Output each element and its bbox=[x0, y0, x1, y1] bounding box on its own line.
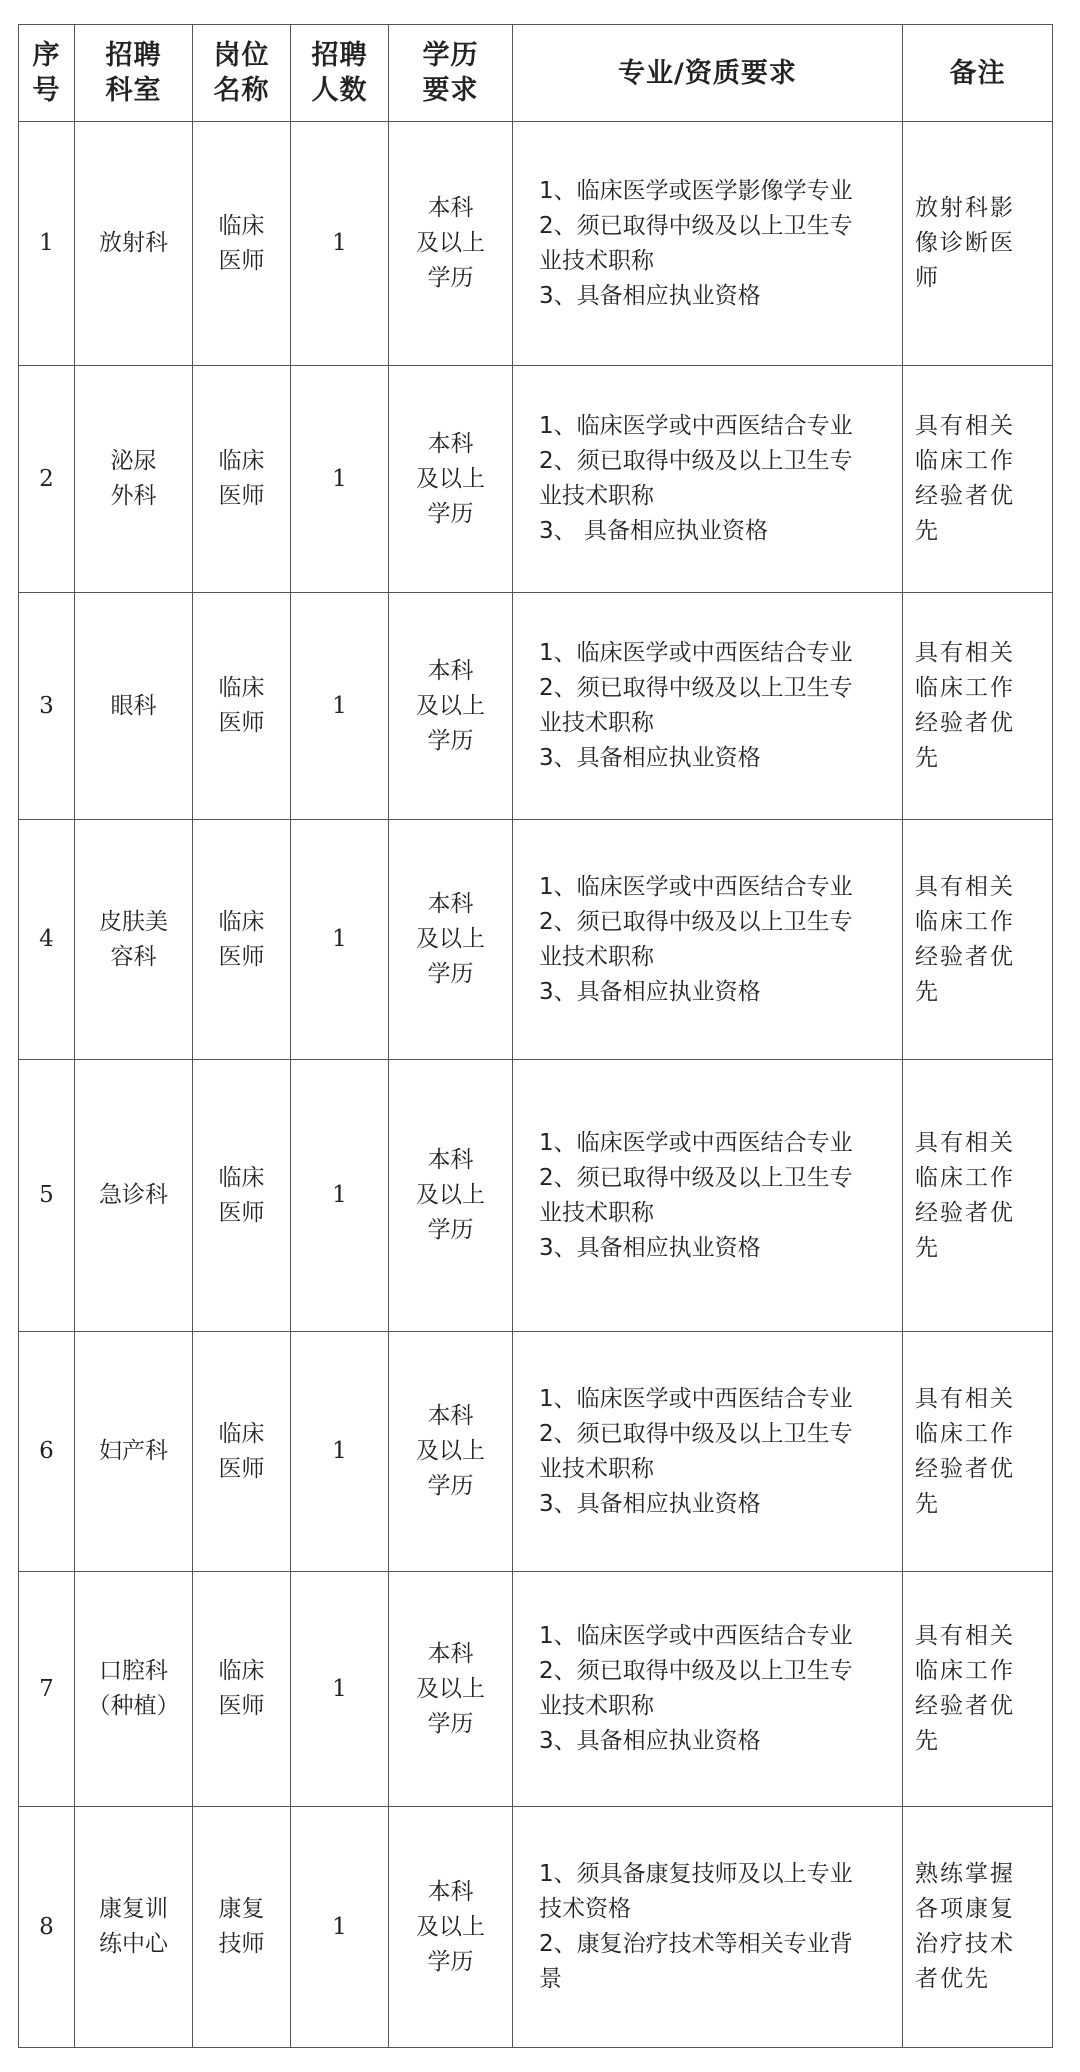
cell-position bbox=[193, 820, 291, 1060]
cell-note-line: 经验者优 bbox=[915, 943, 1015, 970]
table-row bbox=[19, 1060, 1053, 1332]
cell-education-line: 学历 bbox=[427, 1948, 474, 1975]
cell-note-line: 经验者优 bbox=[915, 710, 1015, 736]
cell-education-line: 学历 bbox=[427, 961, 474, 987]
header-requirements bbox=[513, 25, 903, 122]
cell-dept-line: 妇产科 bbox=[99, 1438, 168, 1464]
cell-note-line: 具有相关 bbox=[915, 873, 1015, 900]
cell-requirements-line: 1、须具备康复技师及以上专业 bbox=[539, 1861, 853, 1887]
cell-seq: 8 bbox=[19, 1807, 75, 2048]
cell-count: 1 bbox=[291, 1807, 389, 2048]
cell-requirements-line: 3、具备相应执业资格 bbox=[539, 282, 761, 309]
cell-education-line: 及以上 bbox=[416, 1438, 485, 1464]
cell-note-line: 临床工作 bbox=[915, 675, 1015, 701]
cell-seq: 1 bbox=[19, 122, 75, 366]
cell-note-line: 师 bbox=[915, 265, 940, 291]
header-education-line: 学历 bbox=[422, 40, 479, 71]
cell-position-line: 临床 bbox=[218, 448, 265, 474]
cell-note-line: 临床工作 bbox=[915, 1164, 1015, 1191]
cell-dept-line: 容科 bbox=[110, 943, 157, 970]
cell-requirements-line: 3、具备相应执业资格 bbox=[539, 1490, 761, 1517]
cell-seq: 6 bbox=[19, 1332, 75, 1572]
cell-requirements-line: 2、须已取得中级及以上卫生专 bbox=[539, 1658, 853, 1684]
cell-count: 1 bbox=[291, 366, 389, 593]
cell-dept bbox=[75, 122, 193, 366]
cell-education bbox=[389, 593, 513, 820]
cell-position-line: 临床 bbox=[218, 1658, 265, 1684]
cell-note-line: 经验者优 bbox=[915, 483, 1015, 509]
cell-note bbox=[903, 593, 1053, 820]
cell-requirements bbox=[513, 122, 903, 366]
cell-dept bbox=[75, 820, 193, 1060]
cell-count: 1 bbox=[291, 1332, 389, 1572]
cell-position-line: 医师 bbox=[218, 1199, 265, 1226]
cell-note bbox=[903, 1572, 1053, 1807]
cell-requirements bbox=[513, 366, 903, 593]
cell-education-line: 及以上 bbox=[416, 465, 485, 492]
table-row bbox=[19, 1572, 1053, 1807]
cell-education-line: 本科 bbox=[427, 430, 474, 457]
cell-requirements-line: 2、须已取得中级及以上卫生专 bbox=[539, 448, 853, 474]
cell-education-line: 本科 bbox=[427, 657, 474, 684]
cell-position bbox=[193, 122, 291, 366]
cell-education-line: 及以上 bbox=[416, 1675, 485, 1702]
cell-requirements-line: 业技术职称 bbox=[539, 1693, 654, 1719]
cell-requirements-line: 1、临床医学或中西医结合专业 bbox=[539, 413, 853, 439]
table-row bbox=[19, 366, 1053, 593]
cell-requirements-line: 2、须已取得中级及以上卫生专 bbox=[539, 1164, 853, 1191]
cell-note-line: 具有相关 bbox=[915, 1623, 1015, 1649]
cell-position bbox=[193, 1060, 291, 1332]
header-count-line: 人数 bbox=[311, 75, 368, 106]
cell-requirements bbox=[513, 1332, 903, 1572]
header-count bbox=[291, 25, 389, 122]
cell-position bbox=[193, 593, 291, 820]
cell-requirements-line: 2、须已取得中级及以上卫生专 bbox=[539, 675, 853, 701]
cell-position-line: 临床 bbox=[218, 1164, 265, 1191]
cell-dept bbox=[75, 1572, 193, 1807]
cell-position-line: 医师 bbox=[218, 1693, 265, 1719]
table-row bbox=[19, 1807, 1053, 2048]
cell-position bbox=[193, 1572, 291, 1807]
cell-education bbox=[389, 1332, 513, 1572]
cell-education-line: 学历 bbox=[427, 1217, 474, 1243]
cell-education-line: 学历 bbox=[427, 1710, 474, 1737]
cell-requirements-line: 1、临床医学或中西医结合专业 bbox=[539, 873, 853, 900]
cell-requirements-line: 1、临床医学或中西医结合专业 bbox=[539, 640, 853, 666]
cell-note-line: 先 bbox=[915, 978, 940, 1005]
cell-requirements-line: 2、须已取得中级及以上卫生专 bbox=[539, 908, 853, 935]
cell-count: 1 bbox=[291, 820, 389, 1060]
cell-dept-line: 口腔科 bbox=[99, 1658, 168, 1684]
header-seq-line: 号 bbox=[32, 75, 61, 106]
header-dept bbox=[75, 25, 193, 122]
cell-education-line: 学历 bbox=[427, 265, 474, 291]
cell-education-line: 及以上 bbox=[416, 692, 485, 719]
cell-dept bbox=[75, 1332, 193, 1572]
cell-position bbox=[193, 1807, 291, 2048]
header-note-line: 备注 bbox=[949, 57, 1006, 89]
cell-education-line: 及以上 bbox=[416, 1182, 485, 1208]
cell-note bbox=[903, 366, 1053, 593]
cell-dept bbox=[75, 593, 193, 820]
cell-requirements-line: 1、临床医学或中西医结合专业 bbox=[539, 1129, 853, 1156]
header-position bbox=[193, 25, 291, 122]
cell-education-line: 及以上 bbox=[416, 1913, 485, 1940]
cell-dept bbox=[75, 1807, 193, 2048]
cell-count: 1 bbox=[291, 593, 389, 820]
header-note bbox=[903, 25, 1053, 122]
cell-note bbox=[903, 122, 1053, 366]
cell-note-line: 熟练掌握 bbox=[915, 1861, 1015, 1887]
cell-dept-line: 眼科 bbox=[110, 692, 157, 719]
cell-note-line: 先 bbox=[915, 1234, 940, 1261]
cell-position-line: 临床 bbox=[218, 908, 265, 935]
cell-education-line: 及以上 bbox=[416, 230, 485, 256]
cell-requirements bbox=[513, 1060, 903, 1332]
cell-note-line: 先 bbox=[915, 745, 940, 771]
cell-note bbox=[903, 1807, 1053, 2048]
header-dept-line: 科室 bbox=[105, 75, 162, 106]
cell-position-line: 临床 bbox=[218, 1420, 265, 1447]
cell-note-line: 经验者优 bbox=[915, 1455, 1015, 1482]
cell-requirements-line: 业技术职称 bbox=[539, 1455, 654, 1482]
cell-note-line: 经验者优 bbox=[915, 1693, 1015, 1719]
cell-note-line: 像诊断医 bbox=[915, 230, 1015, 256]
cell-dept-line: 放射科 bbox=[99, 230, 168, 256]
cell-note bbox=[903, 820, 1053, 1060]
header-seq-line: 序 bbox=[32, 40, 61, 71]
cell-note-line: 各项康复 bbox=[915, 1896, 1015, 1922]
cell-note-line: 临床工作 bbox=[915, 448, 1015, 474]
cell-education-line: 学历 bbox=[427, 500, 474, 527]
cell-requirements-line: 3、具备相应执业资格 bbox=[539, 1234, 761, 1261]
cell-requirements-line: 业技术职称 bbox=[539, 943, 654, 970]
cell-dept-line: 练中心 bbox=[99, 1931, 168, 1957]
cell-education bbox=[389, 366, 513, 593]
header-education-line: 要求 bbox=[422, 75, 479, 106]
cell-requirements-line: 2、须已取得中级及以上卫生专 bbox=[539, 1420, 853, 1447]
cell-position-line: 临床 bbox=[218, 212, 265, 239]
cell-note-line: 放射科影 bbox=[915, 195, 1015, 221]
cell-dept-line: （种植） bbox=[87, 1693, 180, 1719]
cell-requirements-line: 业技术职称 bbox=[539, 247, 654, 274]
cell-position-line: 医师 bbox=[218, 710, 265, 736]
cell-dept-line: 急诊科 bbox=[99, 1182, 168, 1208]
cell-position-line: 临床 bbox=[218, 675, 265, 701]
cell-dept bbox=[75, 1060, 193, 1332]
cell-count: 1 bbox=[291, 1060, 389, 1332]
cell-count: 1 bbox=[291, 122, 389, 366]
cell-position bbox=[193, 1332, 291, 1572]
cell-requirements-line: 3、具备相应执业资格 bbox=[539, 978, 761, 1005]
cell-requirements-line: 3、具备相应执业资格 bbox=[539, 1728, 761, 1754]
cell-requirements-line: 2、须已取得中级及以上卫生专 bbox=[539, 212, 853, 239]
cell-education bbox=[389, 820, 513, 1060]
cell-note-line: 治疗技术 bbox=[915, 1931, 1015, 1957]
cell-note-line: 临床工作 bbox=[915, 1420, 1015, 1447]
cell-education bbox=[389, 1060, 513, 1332]
cell-requirements-line: 3、 具备相应执业资格 bbox=[539, 518, 768, 544]
cell-position-line: 康复 bbox=[218, 1896, 265, 1922]
cell-requirements-line: 3、具备相应执业资格 bbox=[539, 745, 761, 771]
cell-education-line: 本科 bbox=[427, 1878, 474, 1905]
cell-note-line: 具有相关 bbox=[915, 1385, 1015, 1412]
cell-education bbox=[389, 122, 513, 366]
cell-seq: 5 bbox=[19, 1060, 75, 1332]
table-header-row bbox=[19, 25, 1053, 122]
cell-position-line: 医师 bbox=[218, 1455, 265, 1482]
cell-requirements-line: 景 bbox=[539, 1966, 562, 1992]
cell-education-line: 本科 bbox=[427, 1403, 474, 1429]
cell-note-line: 具有相关 bbox=[915, 413, 1015, 439]
cell-requirements-line: 技术资格 bbox=[539, 1896, 631, 1922]
header-requirements-line: 专业/资质要求 bbox=[618, 57, 797, 89]
cell-requirements-line: 2、康复治疗技术等相关专业背 bbox=[539, 1931, 853, 1957]
header-education bbox=[389, 25, 513, 122]
cell-position bbox=[193, 366, 291, 593]
cell-education bbox=[389, 1572, 513, 1807]
cell-note-line: 具有相关 bbox=[915, 640, 1015, 666]
cell-position-line: 医师 bbox=[218, 943, 265, 970]
header-seq bbox=[19, 25, 75, 122]
cell-education-line: 学历 bbox=[427, 727, 474, 754]
cell-dept-line: 泌尿 bbox=[110, 448, 157, 474]
cell-position-line: 医师 bbox=[218, 247, 265, 274]
cell-education-line: 本科 bbox=[427, 195, 474, 221]
cell-requirements-line: 1、临床医学或中西医结合专业 bbox=[539, 1385, 853, 1412]
cell-note bbox=[903, 1060, 1053, 1332]
cell-education-line: 本科 bbox=[427, 891, 474, 917]
cell-education-line: 及以上 bbox=[416, 926, 485, 952]
cell-seq: 4 bbox=[19, 820, 75, 1060]
cell-seq: 7 bbox=[19, 1572, 75, 1807]
cell-note bbox=[903, 1332, 1053, 1572]
cell-requirements bbox=[513, 593, 903, 820]
cell-position-line: 医师 bbox=[218, 483, 265, 509]
recruitment-table-sheet bbox=[18, 24, 1052, 2048]
cell-education-line: 学历 bbox=[427, 1473, 474, 1499]
cell-dept-line: 康复训 bbox=[99, 1896, 168, 1922]
cell-note-line: 经验者优 bbox=[915, 1199, 1015, 1226]
recruitment-table bbox=[18, 24, 1053, 2048]
header-count-line: 招聘 bbox=[311, 40, 368, 71]
cell-note-line: 者优先 bbox=[915, 1966, 990, 1992]
cell-note-line: 具有相关 bbox=[915, 1129, 1015, 1156]
cell-note-line: 临床工作 bbox=[915, 1658, 1015, 1684]
table-row bbox=[19, 593, 1053, 820]
cell-seq: 2 bbox=[19, 366, 75, 593]
cell-requirements bbox=[513, 1572, 903, 1807]
table-body bbox=[19, 122, 1053, 2048]
cell-note-line: 先 bbox=[915, 1728, 940, 1754]
cell-education bbox=[389, 1807, 513, 2048]
header-dept-line: 招聘 bbox=[105, 40, 162, 71]
cell-dept bbox=[75, 366, 193, 593]
cell-requirements-line: 业技术职称 bbox=[539, 483, 654, 509]
cell-requirements-line: 1、临床医学或医学影像学专业 bbox=[539, 177, 853, 204]
cell-requirements-line: 业技术职称 bbox=[539, 1199, 654, 1226]
cell-requirements-line: 1、临床医学或中西医结合专业 bbox=[539, 1623, 853, 1649]
cell-requirements-line: 业技术职称 bbox=[539, 710, 654, 736]
cell-count: 1 bbox=[291, 1572, 389, 1807]
cell-position-line: 技师 bbox=[218, 1931, 265, 1957]
cell-dept-line: 皮肤美 bbox=[99, 908, 168, 935]
cell-requirements bbox=[513, 1807, 903, 2048]
cell-requirements bbox=[513, 820, 903, 1060]
cell-note-line: 先 bbox=[915, 1490, 940, 1517]
table-row bbox=[19, 1332, 1053, 1572]
header-position-line: 岗位 bbox=[213, 40, 270, 71]
cell-seq: 3 bbox=[19, 593, 75, 820]
header-position-line: 名称 bbox=[213, 75, 270, 106]
table-row bbox=[19, 122, 1053, 366]
cell-education-line: 本科 bbox=[427, 1147, 474, 1173]
table-row bbox=[19, 820, 1053, 1060]
cell-dept-line: 外科 bbox=[110, 483, 157, 509]
cell-note-line: 临床工作 bbox=[915, 908, 1015, 935]
cell-note-line: 先 bbox=[915, 518, 940, 544]
cell-education-line: 本科 bbox=[427, 1640, 474, 1667]
